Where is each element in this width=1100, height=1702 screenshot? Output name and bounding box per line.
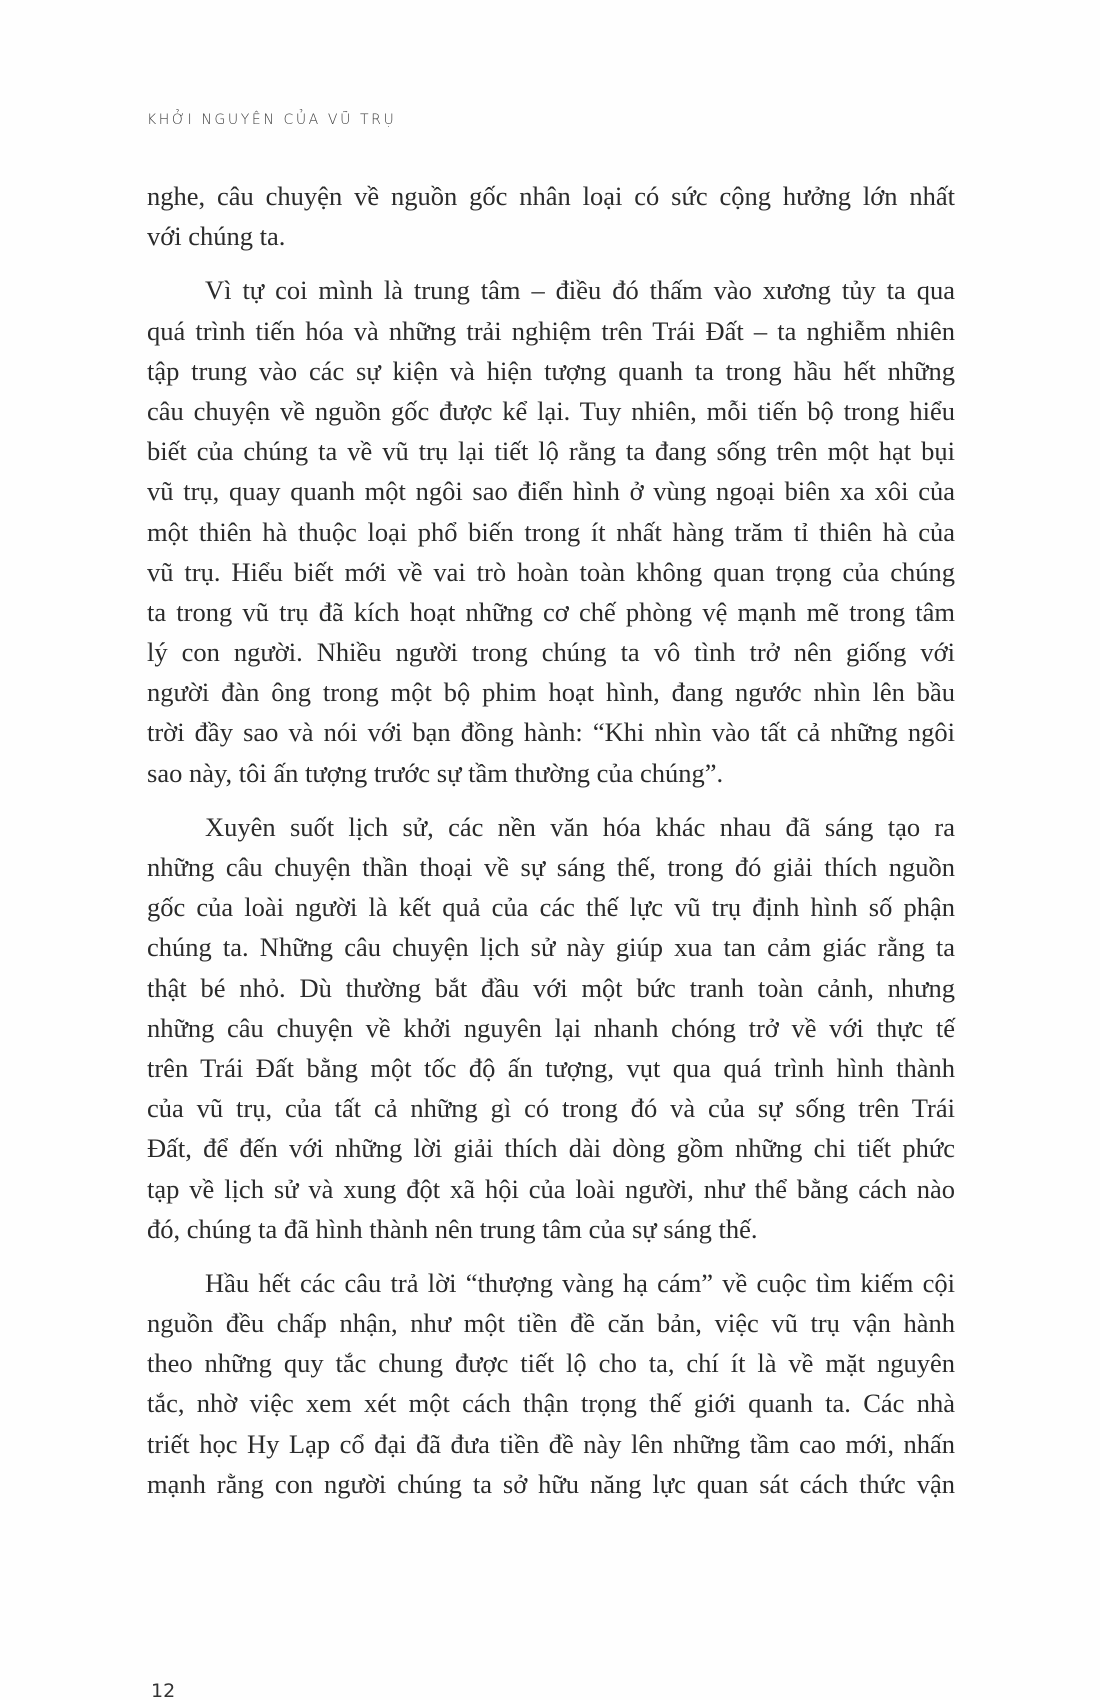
text-line: người đàn ông trong một bộ phim hoạt hình, đang ngước nhìn lên bầu [147,677,955,708]
text-line: trên Trái Đất bằng một tốc độ ấn tượng, vụt qua quá trình hình thành [147,1052,955,1083]
text-line: theo những quy tắc chung được tiết lộ cho ta, chí ít là về mặt nguyên [147,1348,955,1379]
paragraph [147,807,955,1249]
text-line: mạnh rằng con người chúng ta sở hữu năng lực quan sát cách thức vận [147,1468,955,1499]
text-line: thật bé nhỏ. Dù thường bắt đầu với một bức tranh toàn cảnh, nhưng [147,972,955,1003]
text-line: nghe, câu chuyện về nguồn gốc nhân loại có sức cộng hưởng lớn nhất [147,181,955,211]
text-line: biết của chúng ta về vũ trụ lại tiết lộ rằng ta đang sống trên một hạt bụi [147,436,955,467]
paragraph [147,176,955,256]
text-line: quá trình tiến hóa và những trải nghiệm trên Trái Đất – ta nghiễm nhiên [147,315,955,346]
text-line: đó, chúng ta đã hình thành nên trung tâm của sự sáng thế. [147,1213,758,1244]
text-line: chúng ta. Những câu chuyện lịch sử này giúp xua tan cảm giác rằng ta [147,932,955,963]
text-line: tắc, nhờ việc xem xét một cách thận trọng thế giới quanh ta. Các nhà [147,1388,955,1419]
text-line: lý con người. Nhiều người trong chúng ta vô tình trở nên giống với [147,637,955,668]
text-line: tập trung vào các sự kiện và hiện tượng quanh ta trong hầu hết những [147,355,955,386]
text-line: với chúng ta. [147,221,286,252]
text-line: Vì tự coi mình là trung tâm – điều đó thấm vào xương tủy ta qua [205,275,955,306]
text-line: của vũ trụ, của tất cả những gì có trong đó và của sự sống trên Trái [147,1093,955,1124]
paragraph [147,270,955,792]
text-line: Xuyên suốt lịch sử, các nền văn hóa khác nhau đã sáng tạo ra [205,811,955,842]
running-head: KHỞI NGUYÊN CỦA VŨ TRỤ [147,112,397,128]
text-line: những câu chuyện thần thoại về sự sáng thế, trong đó giải thích nguồn [147,852,955,882]
text-line: gốc của loài người là kết quả của các thế lực vũ trụ định hình số phận [147,892,955,923]
text-line: những câu chuyện về khởi nguyên lại nhanh chóng trở về với thực tế [147,1012,955,1043]
text-line: câu chuyện về nguồn gốc được kể lại. Tuy nhiên, mỗi tiến bộ trong hiểu [147,395,955,426]
text-line: nguồn đều chấp nhận, như một tiền đề căn bản, việc vũ trụ vận hành [147,1308,955,1339]
text-line: tạp về lịch sử và xung đột xã hội của loài người, như thể bằng cách nào [147,1173,955,1204]
text-line: Đất, để đến với những lời giải thích dài dòng gồm những chi tiết phức [147,1133,955,1164]
body-text [147,176,955,1518]
page-number: 12 [151,1680,176,1702]
text-line: trời đầy sao và nói với bạn đồng hành: “Khi nhìn vào tất cả những ngôi [147,717,955,748]
paragraph [147,1263,955,1504]
text-line: Hầu hết các câu trả lời “thượng vàng hạ cám” về cuộc tìm kiếm cội [205,1267,955,1298]
text-line: một thiên hà thuộc loại phổ biến trong ít nhất hàng trăm tỉ thiên hà của [147,516,955,547]
text-line: triết học Hy Lạp cổ đại đã đưa tiền đề này lên những tầm cao mới, nhấn [147,1428,955,1459]
text-line: ta trong vũ trụ đã kích hoạt những cơ chế phòng vệ mạnh mẽ trong tâm [147,596,955,627]
text-line: vũ trụ, quay quanh một ngôi sao điển hình ở vùng ngoại biên xa xôi của [147,476,955,507]
text-line: vũ trụ. Hiểu biết mới về vai trò hoàn toàn không quan trọng của chúng [147,556,955,587]
text-line: sao này, tôi ấn tượng trước sự tầm thường của chúng”. [147,757,724,788]
